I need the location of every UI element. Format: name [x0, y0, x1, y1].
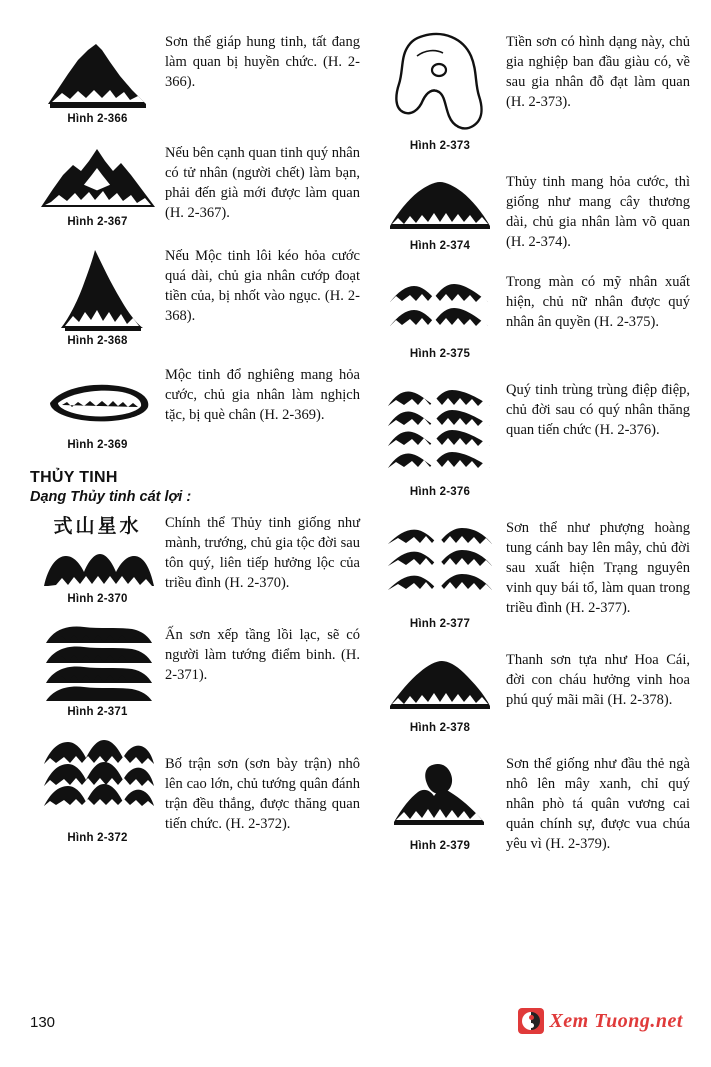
figure-caption: Hình 2-374 — [409, 240, 471, 252]
figure-block — [30, 736, 165, 846]
figure-2-378-drawing — [384, 656, 496, 710]
figure-2-374-drawing — [384, 178, 496, 230]
figure-caption: Hình 2-379 — [409, 840, 471, 852]
figure-description: Sơn thể như phượng hoàng tung cánh bay lên mây, chủ đời sau xuất hiện Trạng nguyên vinh quy bái tổ, làm quan trong triều đình (H. 2-377). — [506, 520, 690, 616]
section-subtitle: Dạng Thủy tinh cát lợi : — [30, 489, 192, 505]
figure-entry — [30, 736, 360, 846]
figure-entry — [380, 648, 690, 736]
figure-description: Ấn sơn xếp tầng lồi lạc, sẽ có người làm tướng điểm binh. (H. 2-371). — [165, 627, 360, 683]
figure-caption: Hình 2-369 — [67, 439, 128, 451]
figure-block — [30, 363, 165, 453]
figure-2-377-drawing — [384, 520, 496, 606]
figure-entry — [30, 623, 360, 720]
figure-caption: Hình 2-372 — [67, 832, 128, 844]
yin-yang-icon — [518, 1008, 544, 1034]
figure-description: Bố trận sơn (sơn bày trận) nhô lên cao lớn, chủ tướng quân đánh trận đều thắng, được thăng quan tiến chức. (H. 2-372). — [165, 756, 360, 832]
figure-2-368-drawing — [43, 244, 153, 332]
figure-caption: Hình 2-368 — [67, 335, 128, 347]
figure-2-367-drawing — [33, 141, 163, 213]
figure-2-366-drawing — [38, 30, 158, 110]
figure-entry — [380, 270, 690, 362]
page-number: 130 — [30, 1014, 56, 1031]
left-column — [30, 30, 360, 850]
figure-description: Mộc tinh đổ nghiêng mang hỏa cước, chủ gia nhân làm nghịch tặc, bị què chân (H. 2-369). — [165, 367, 360, 423]
figure-2-376-drawing — [384, 384, 496, 476]
figure-2-375-drawing — [384, 276, 496, 338]
figure-entry — [30, 363, 360, 453]
figure-block — [380, 516, 500, 632]
figure-block — [30, 511, 165, 607]
figure-2-370-drawing — [38, 542, 158, 590]
figure-2-373-drawing — [387, 30, 493, 134]
figure-caption: Hình 2-367 — [67, 216, 128, 228]
figure-entry — [380, 170, 690, 254]
figure-caption: Hình 2-373 — [409, 140, 471, 152]
figure-entry — [30, 511, 360, 607]
figure-block — [30, 244, 165, 349]
figure-2-371-drawing — [38, 623, 158, 703]
figure-caption: Hình 2-376 — [409, 486, 471, 498]
figure-description: Thủy tinh mang hỏa cước, thì giống như mang cây thương dài, chủ gia nhân làm võ quan (H. 2-374). — [506, 174, 690, 250]
figure-block — [380, 752, 500, 854]
figure-caption: Hình 2-377 — [409, 618, 471, 630]
figure-caption: Hình 2-378 — [409, 722, 471, 734]
figure-block — [30, 30, 165, 127]
watermark-text: Xem Tuong.net — [549, 1009, 683, 1032]
figure-entry — [380, 378, 690, 500]
figure-description: Nếu Mộc tinh lôi kéo hỏa cước quá dài, chủ gia nhân cướp đoạt tiền của, bị nhốt vào ngục. (H. 2-368). — [165, 248, 360, 324]
figure-description: Sơn thể giống như đầu thẻ ngà nhô lên mây xanh, chỉ quý nhân phò tá quân vương cai quản chính sự, được vua chúa yêu vì (H. 2-379). — [506, 756, 690, 852]
figure-caption: Hình 2-370 — [67, 593, 128, 605]
figure-block — [380, 30, 500, 154]
figure-2-369-drawing — [38, 377, 158, 429]
figure-block — [30, 141, 165, 230]
figure-entry — [380, 30, 690, 154]
figure-block — [380, 170, 500, 254]
figure-entry — [380, 516, 690, 632]
site-watermark — [518, 1008, 683, 1034]
figure-caption: Hình 2-371 — [67, 706, 128, 718]
figure-caption: Hình 2-366 — [67, 113, 128, 125]
figure-block — [380, 648, 500, 736]
figure-description: Nếu bên cạnh quan tinh quý nhân có tử nhân (người chết) làm bạn, phải đến già mới được làm quan (H. 2-367). — [165, 145, 360, 221]
figure-entry — [30, 141, 360, 230]
right-column — [380, 30, 690, 858]
figure-block — [380, 270, 500, 362]
figure-entry — [30, 30, 360, 127]
figure-block — [380, 378, 500, 500]
figure-entry — [30, 244, 360, 349]
figure-2-372-drawing — [38, 736, 158, 808]
figure-description: Tiền sơn có hình dạng này, chủ gia nghiệp ban đầu giàu có, về sau gia nhân đỗ đạt làm quan (H. 2-373). — [506, 34, 690, 110]
figure-description: Quý tinh trùng trùng điệp điệp, chủ đời sau có quý nhân thăng quan tiến chức (H. 2-376). — [506, 382, 690, 438]
figure-description: Sơn thể giáp hung tinh, tất đang làm quan bị huyền chức. (H. 2-366). — [165, 34, 360, 90]
figure-2-379-drawing — [384, 760, 496, 828]
figure-description: Thanh sơn tựa như Hoa Cái, đời con cháu hưởng vinh hoa phú quý mãi mãi (H. 2-378). — [506, 652, 690, 708]
figure-block — [30, 623, 165, 720]
figure-description: Chính thể Thủy tinh giống như mành, trướng, chủ gia tộc đời sau tôn quý, liên tiếp hưởng lộc của triều đình (H. 2-370). — [165, 515, 360, 591]
section-title: THỦY TINH — [30, 469, 118, 486]
cjk-caption: 式山星水 — [53, 515, 142, 537]
section-heading-thuy-tinh — [30, 469, 360, 505]
figure-entry — [380, 752, 690, 854]
figure-description: Trong màn có mỹ nhân xuất hiện, chủ nữ nhân được quý nhân ân quyền (H. 2-375). — [506, 274, 690, 330]
figure-caption: Hình 2-375 — [409, 348, 471, 360]
